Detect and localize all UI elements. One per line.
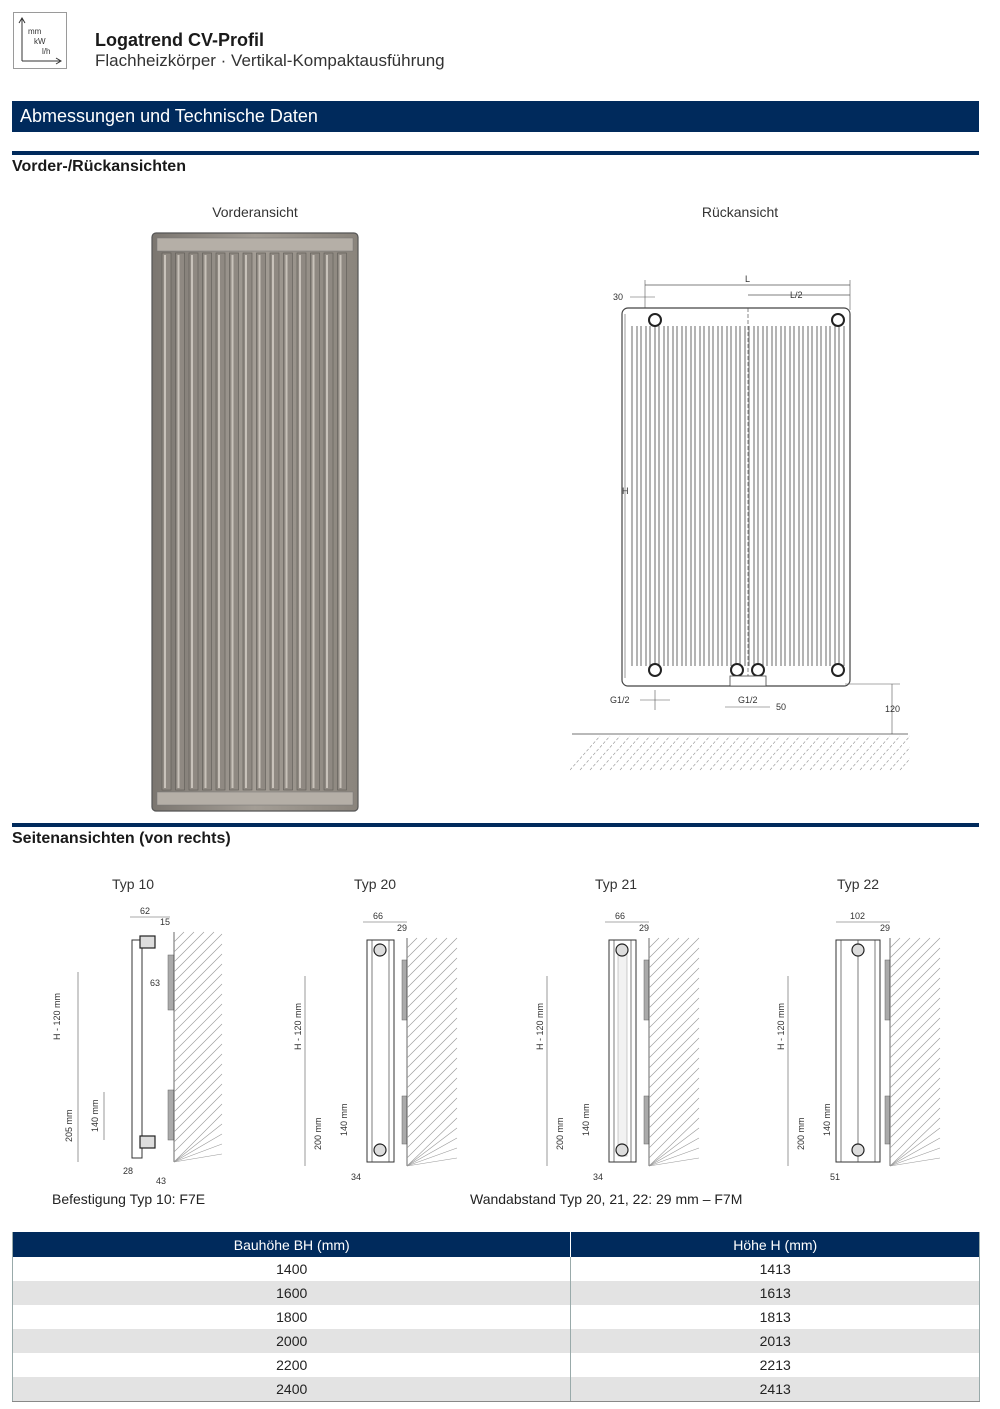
back-view-drawing: [570, 270, 910, 775]
fin: [257, 253, 266, 790]
hatch-line: [174, 1074, 222, 1122]
fin-highlight: [245, 255, 247, 788]
hatch-line: [800, 736, 830, 770]
hatch-line: [890, 736, 910, 770]
fin-highlight: [178, 255, 180, 788]
hatch-line: [890, 938, 900, 948]
dim-b1: 28: [123, 1166, 134, 1176]
fin: [216, 253, 225, 790]
table-row: [13, 1329, 980, 1353]
hatch-line: [649, 948, 699, 998]
hatch-line: [720, 736, 750, 770]
fin: [203, 253, 212, 790]
table-row: [13, 1281, 980, 1305]
hatch-line: [407, 1018, 457, 1068]
table-cell: 2413: [571, 1377, 980, 1402]
section-banner: [12, 101, 979, 132]
hatch-line: [649, 1048, 699, 1098]
hatch-line: [610, 736, 640, 770]
fin: [324, 253, 333, 790]
fin: [243, 253, 252, 790]
hatch-line: [770, 736, 800, 770]
hatch-line: [649, 958, 699, 1008]
hatch-line: [890, 958, 940, 1008]
fin-highlight: [286, 255, 288, 788]
hatch-line: [174, 1054, 222, 1102]
unit-lh: l/h: [42, 47, 51, 56]
hatch-line: [860, 736, 890, 770]
dim-b1: 34: [351, 1172, 362, 1182]
table-header-h: Höhe H (mm): [571, 1232, 980, 1257]
hatch-line: [700, 736, 730, 770]
dim-w: 62: [140, 906, 151, 916]
hatch-line: [649, 1068, 699, 1118]
hatch-line: [174, 1124, 222, 1162]
hatch-line: [710, 736, 740, 770]
hatch-line: [174, 1034, 222, 1082]
hatch-line: [174, 974, 222, 1022]
caption-typ10: Befestigung Typ 10: F7E: [52, 1191, 206, 1207]
banner-title: Abmessungen und Technische Daten: [20, 106, 318, 126]
fin: [162, 253, 171, 790]
hatch-line: [649, 1038, 699, 1088]
fin: [338, 253, 347, 790]
dim-low2: 140 mm: [339, 1103, 349, 1136]
hatch-line: [407, 958, 457, 1008]
hatch-line: [174, 964, 222, 1012]
units-icon: [13, 12, 67, 69]
table-cell: 1800: [13, 1305, 571, 1329]
fin: [189, 253, 198, 790]
dim-b1: 34: [593, 1172, 604, 1182]
hatch-line: [649, 938, 689, 978]
dim-depth: 63: [150, 978, 161, 988]
side-view-typ21: [527, 900, 707, 1190]
hatch-line: [890, 1078, 940, 1128]
hatch-line: [670, 736, 700, 770]
table-cell: 2013: [571, 1329, 980, 1353]
unit-kw: kW: [34, 37, 46, 46]
hatch-line: [870, 736, 900, 770]
hatch-line: [750, 736, 780, 770]
hatch-line: [640, 736, 670, 770]
type-label-20: Typ 20: [353, 876, 397, 892]
hatch-line: [649, 968, 699, 1018]
hatch-line: [590, 736, 620, 770]
dim-wall: 15: [160, 917, 171, 927]
dim-low1: 200 mm: [555, 1117, 565, 1150]
fin-highlight: [313, 255, 315, 788]
unit-mm: mm: [28, 27, 42, 36]
fin-highlight: [340, 255, 342, 788]
dim-w: 66: [615, 911, 626, 921]
hatch-line: [810, 736, 840, 770]
table-cell: 2213: [759, 1357, 791, 1373]
hatch-line: [407, 938, 427, 958]
hatch-line: [407, 1128, 457, 1166]
table-cell: 2400: [13, 1377, 571, 1402]
fin: [176, 253, 185, 790]
hatch-line: [649, 1078, 699, 1128]
hatch-line: [174, 932, 214, 972]
hatch-line: [730, 736, 760, 770]
fin-highlight: [272, 255, 274, 788]
fin: [270, 253, 279, 790]
hatch-line: [890, 1068, 940, 1118]
hatch-line: [649, 988, 699, 1038]
page-title: Logatrend CV-Profil: [95, 30, 265, 50]
hatch-line: [407, 938, 437, 968]
hatch-line: [174, 1024, 222, 1072]
back-view-label: Rückansicht: [701, 204, 779, 220]
dim-wall: 29: [397, 923, 408, 933]
hatch-line: [890, 938, 930, 978]
table-header-bh: Bauhöhe BH (mm): [13, 1232, 571, 1257]
fin-highlight: [191, 255, 193, 788]
dim-l-half: L/2: [790, 290, 803, 300]
table-cell: 2000: [13, 1329, 571, 1353]
hatch-line: [890, 998, 940, 1048]
fin-highlight: [164, 255, 166, 788]
hatch-line: [890, 938, 920, 968]
front-view-drawing: [150, 231, 360, 813]
hatch-line: [407, 938, 457, 988]
hatch-line: [850, 736, 880, 770]
hatch-line: [407, 978, 457, 1028]
table-row: [13, 1353, 980, 1377]
type-label-21: Typ 21: [594, 876, 638, 892]
hatch-line: [174, 944, 222, 992]
hatch-line: [174, 1094, 222, 1142]
dimensions-table: [12, 1232, 980, 1402]
hatch-line: [649, 938, 669, 958]
hatch-line: [570, 736, 600, 770]
type-label-22: Typ 22: [836, 876, 880, 892]
front-view-label: Vorderansicht: [212, 204, 298, 220]
hatch-line: [649, 1008, 699, 1058]
fin-highlight: [259, 255, 261, 788]
hatch-line: [174, 1044, 222, 1092]
dim-low1: 200 mm: [796, 1117, 806, 1150]
dim-low2: 140 mm: [90, 1099, 100, 1132]
hatch-line: [820, 736, 850, 770]
dim-wall: 29: [880, 923, 891, 933]
hatch-line: [407, 938, 447, 978]
dim-low1: 200 mm: [313, 1117, 323, 1150]
table-row: [13, 1377, 980, 1402]
table-cell: 2200: [13, 1353, 571, 1377]
dim-low1: 205 mm: [64, 1109, 74, 1142]
hatch-line: [407, 938, 417, 948]
hatch-line: [407, 998, 457, 1048]
section-rule: [12, 823, 979, 827]
hatch-line: [649, 938, 679, 968]
hatch-line: [760, 736, 790, 770]
section-title-front-back: Vorder-/Rückansichten: [12, 158, 186, 175]
dim-g-mid: G1/2: [738, 695, 758, 705]
hatch-line: [630, 736, 660, 770]
hatch-line: [890, 1098, 940, 1148]
hatch-line: [407, 1048, 457, 1098]
hatch-line: [690, 736, 720, 770]
dim-low2: 140 mm: [581, 1103, 591, 1136]
hatch-line: [649, 1088, 699, 1138]
fin-highlight: [205, 255, 207, 788]
hatch-line: [174, 994, 222, 1042]
fin-highlight: [218, 255, 220, 788]
hatch-line: [600, 736, 630, 770]
hatch-line: [174, 1014, 222, 1062]
hatch-line: [174, 954, 222, 1002]
hatch-line: [649, 1058, 699, 1108]
hatch-line: [649, 998, 699, 1048]
hatch-line: [890, 1008, 940, 1058]
hatch-line: [890, 988, 940, 1038]
table-cell: 1813: [759, 1309, 791, 1325]
hatch-line: [407, 1008, 457, 1058]
side-view-typ22: [768, 900, 948, 1190]
dim-wall: 29: [639, 923, 650, 933]
side-view-typ10: [40, 900, 230, 1190]
hatch-line: [407, 988, 457, 1038]
hatch-line: [890, 1058, 940, 1108]
hatch-line: [407, 1068, 457, 1118]
hatch-line: [740, 736, 770, 770]
fin-highlight: [299, 255, 301, 788]
fin: [284, 253, 293, 790]
hatch-line: [174, 934, 222, 982]
hatch-line: [407, 1058, 457, 1108]
hatch-line: [407, 948, 457, 998]
hatch-line: [660, 736, 690, 770]
hatch-line: [650, 736, 680, 770]
hatch-line: [649, 978, 699, 1028]
dim-l: L: [745, 274, 751, 284]
table-row: [13, 1305, 980, 1329]
hatch-line: [890, 938, 940, 988]
dim-w: 66: [373, 911, 384, 921]
hatch-line: [790, 736, 820, 770]
dim-h-label: H - 120 mm: [52, 992, 62, 1040]
hatch-line: [890, 978, 940, 1028]
fin-highlight: [326, 255, 328, 788]
dim-b1: 51: [830, 1172, 841, 1182]
hatch-line: [890, 948, 940, 998]
hatch-line: [407, 1028, 457, 1078]
hatch-line: [174, 1064, 222, 1112]
hatch-line: [890, 1048, 940, 1098]
dim-h: H: [622, 486, 629, 496]
dim-offset: 30: [613, 292, 624, 302]
hatch-line: [890, 938, 910, 958]
dim-h-label: H - 120 mm: [293, 1002, 303, 1050]
hatch-line: [174, 984, 222, 1032]
hatch-line: [780, 736, 810, 770]
fin-highlight: [232, 255, 234, 788]
dim-h-label: H - 120 mm: [535, 1002, 545, 1050]
hatch-line: [890, 1088, 940, 1138]
hatch-line: [890, 1028, 940, 1078]
hatch-line: [649, 1018, 699, 1068]
fin: [297, 253, 306, 790]
fin: [230, 253, 239, 790]
page-subtitle: Flachheizkörper · Vertikal-Kompaktausführung: [95, 51, 445, 70]
table-cell: 1613: [571, 1281, 980, 1305]
dim-low2: 140 mm: [822, 1103, 832, 1136]
dim-w: 102: [850, 911, 866, 921]
dim-floor: 120: [885, 704, 901, 714]
table-cell: 1600: [13, 1281, 571, 1305]
hatch-line: [407, 1098, 457, 1148]
hatch-line: [407, 1078, 457, 1128]
table-cell: 1400: [13, 1257, 571, 1281]
dim-h-label: H - 120 mm: [776, 1002, 786, 1050]
side-view-typ20: [285, 900, 465, 1190]
table-cell: 1413: [759, 1261, 791, 1277]
hatch-line: [649, 1128, 699, 1166]
hatch-line: [649, 1028, 699, 1078]
dim-mid-offset: 50: [776, 702, 787, 712]
hatch-line: [830, 736, 860, 770]
hatch-line: [174, 932, 204, 962]
hatch-line: [880, 736, 910, 770]
hatch-line: [407, 968, 457, 1018]
hatch-line: [174, 932, 184, 942]
dim-b2: 43: [156, 1176, 167, 1186]
hatch-line: [407, 1088, 457, 1138]
hatch-line: [649, 1098, 699, 1148]
hatch-line: [620, 736, 650, 770]
type-label-10: Typ 10: [111, 876, 155, 892]
hatch-line: [174, 932, 194, 952]
hatch-line: [890, 1038, 940, 1088]
hatch-line: [174, 1104, 222, 1152]
dim-g-left: G1/2: [610, 695, 630, 705]
hatch-line: [174, 1084, 222, 1132]
section-rule: [12, 151, 979, 155]
hatch-line: [174, 1144, 222, 1162]
hatch-line: [580, 736, 610, 770]
section-title-side: Seitenansichten (von rechts): [12, 830, 231, 847]
hatch-line: [649, 938, 659, 948]
hatch-line: [680, 736, 710, 770]
table-row: [13, 1257, 980, 1281]
caption-wall-distance: Wandabstand Typ 20, 21, 22: 29 mm – F7M: [470, 1191, 743, 1207]
hatch-line: [649, 938, 699, 988]
hatch-line: [407, 1038, 457, 1088]
hatch-line: [840, 736, 870, 770]
hatch-line: [174, 1004, 222, 1052]
fin: [311, 253, 320, 790]
hatch-line: [890, 968, 940, 1018]
hatch-line: [890, 1128, 940, 1166]
hatch-line: [890, 1018, 940, 1068]
